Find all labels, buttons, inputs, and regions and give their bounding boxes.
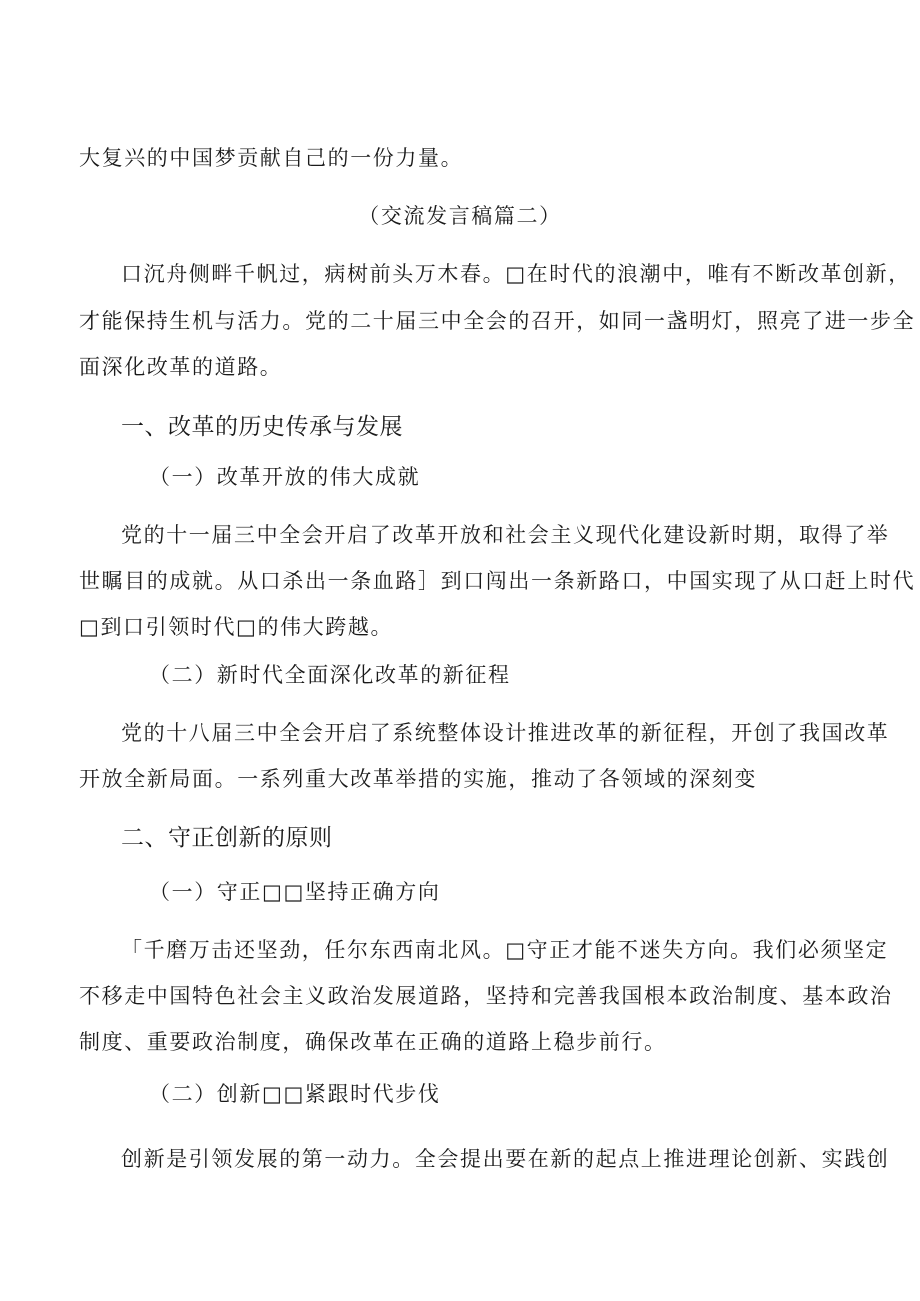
paragraph-line: 制度、重要政治制度，确保改革在正确的道路上稳步前行。 <box>79 1030 667 1054</box>
paragraph-line: 才能保持生机与活力。党的二十届三中全会的召开，如同一盏明灯，照亮了进一步全 <box>79 309 916 333</box>
article-title: （交流发言稿篇二） <box>358 204 562 228</box>
section-heading: 一、改革的历史传承与发展 <box>121 414 403 440</box>
paragraph-line: 口沉舟侧畔千帆过，病树前头万木春。□在时代的浪潮中，唯有不断改革创新， <box>121 262 911 286</box>
subsection-heading: （二）新时代全面深化改革的新征程 <box>149 663 511 687</box>
subsection-heading: （一）改革开放的伟大成就 <box>149 465 421 489</box>
paragraph-line: 创新是引领发展的第一动力。全会提出要在新的起点上推进理论创新、实践创 <box>121 1147 890 1171</box>
paragraph-line: 不移走中国特色社会主义政治发展道路，坚持和完善我国根本政治制度、基本政治 <box>79 984 893 1008</box>
paragraph-line: 「千磨万击还坚劲，任尔东西南北风。□守正才能不迷失方向。我们必须坚定 <box>121 938 889 962</box>
paragraph-line: 面深化改革的道路。 <box>79 355 283 379</box>
paragraph-line: 党的十一届三中全会开启了改革开放和社会主义现代化建设新时期，取得了举 <box>121 523 890 547</box>
paragraph-line: 世瞩目的成就。从口杀出一条血路］到口闯出一条新路口，中国实现了从口赶上时代 <box>79 569 916 593</box>
paragraph-line: □到口引领时代□的伟大跨越。 <box>79 615 394 639</box>
subsection-heading: （一）守正□□坚持正确方向 <box>149 880 441 904</box>
paragraph-line: 开放全新局面。一系列重大改革举措的实施，推动了各领域的深刻变 <box>79 767 757 791</box>
paragraph-line: 党的十八届三中全会开启了系统整体设计推进改革的新征程，开创了我国改革 <box>121 721 890 745</box>
paragraph-line: 大复兴的中国梦贡献自己的一份力量。 <box>79 146 464 170</box>
subsection-heading: （二）创新□□紧跟时代步伐 <box>149 1082 441 1106</box>
section-heading: 二、守正创新的原则 <box>121 825 333 851</box>
